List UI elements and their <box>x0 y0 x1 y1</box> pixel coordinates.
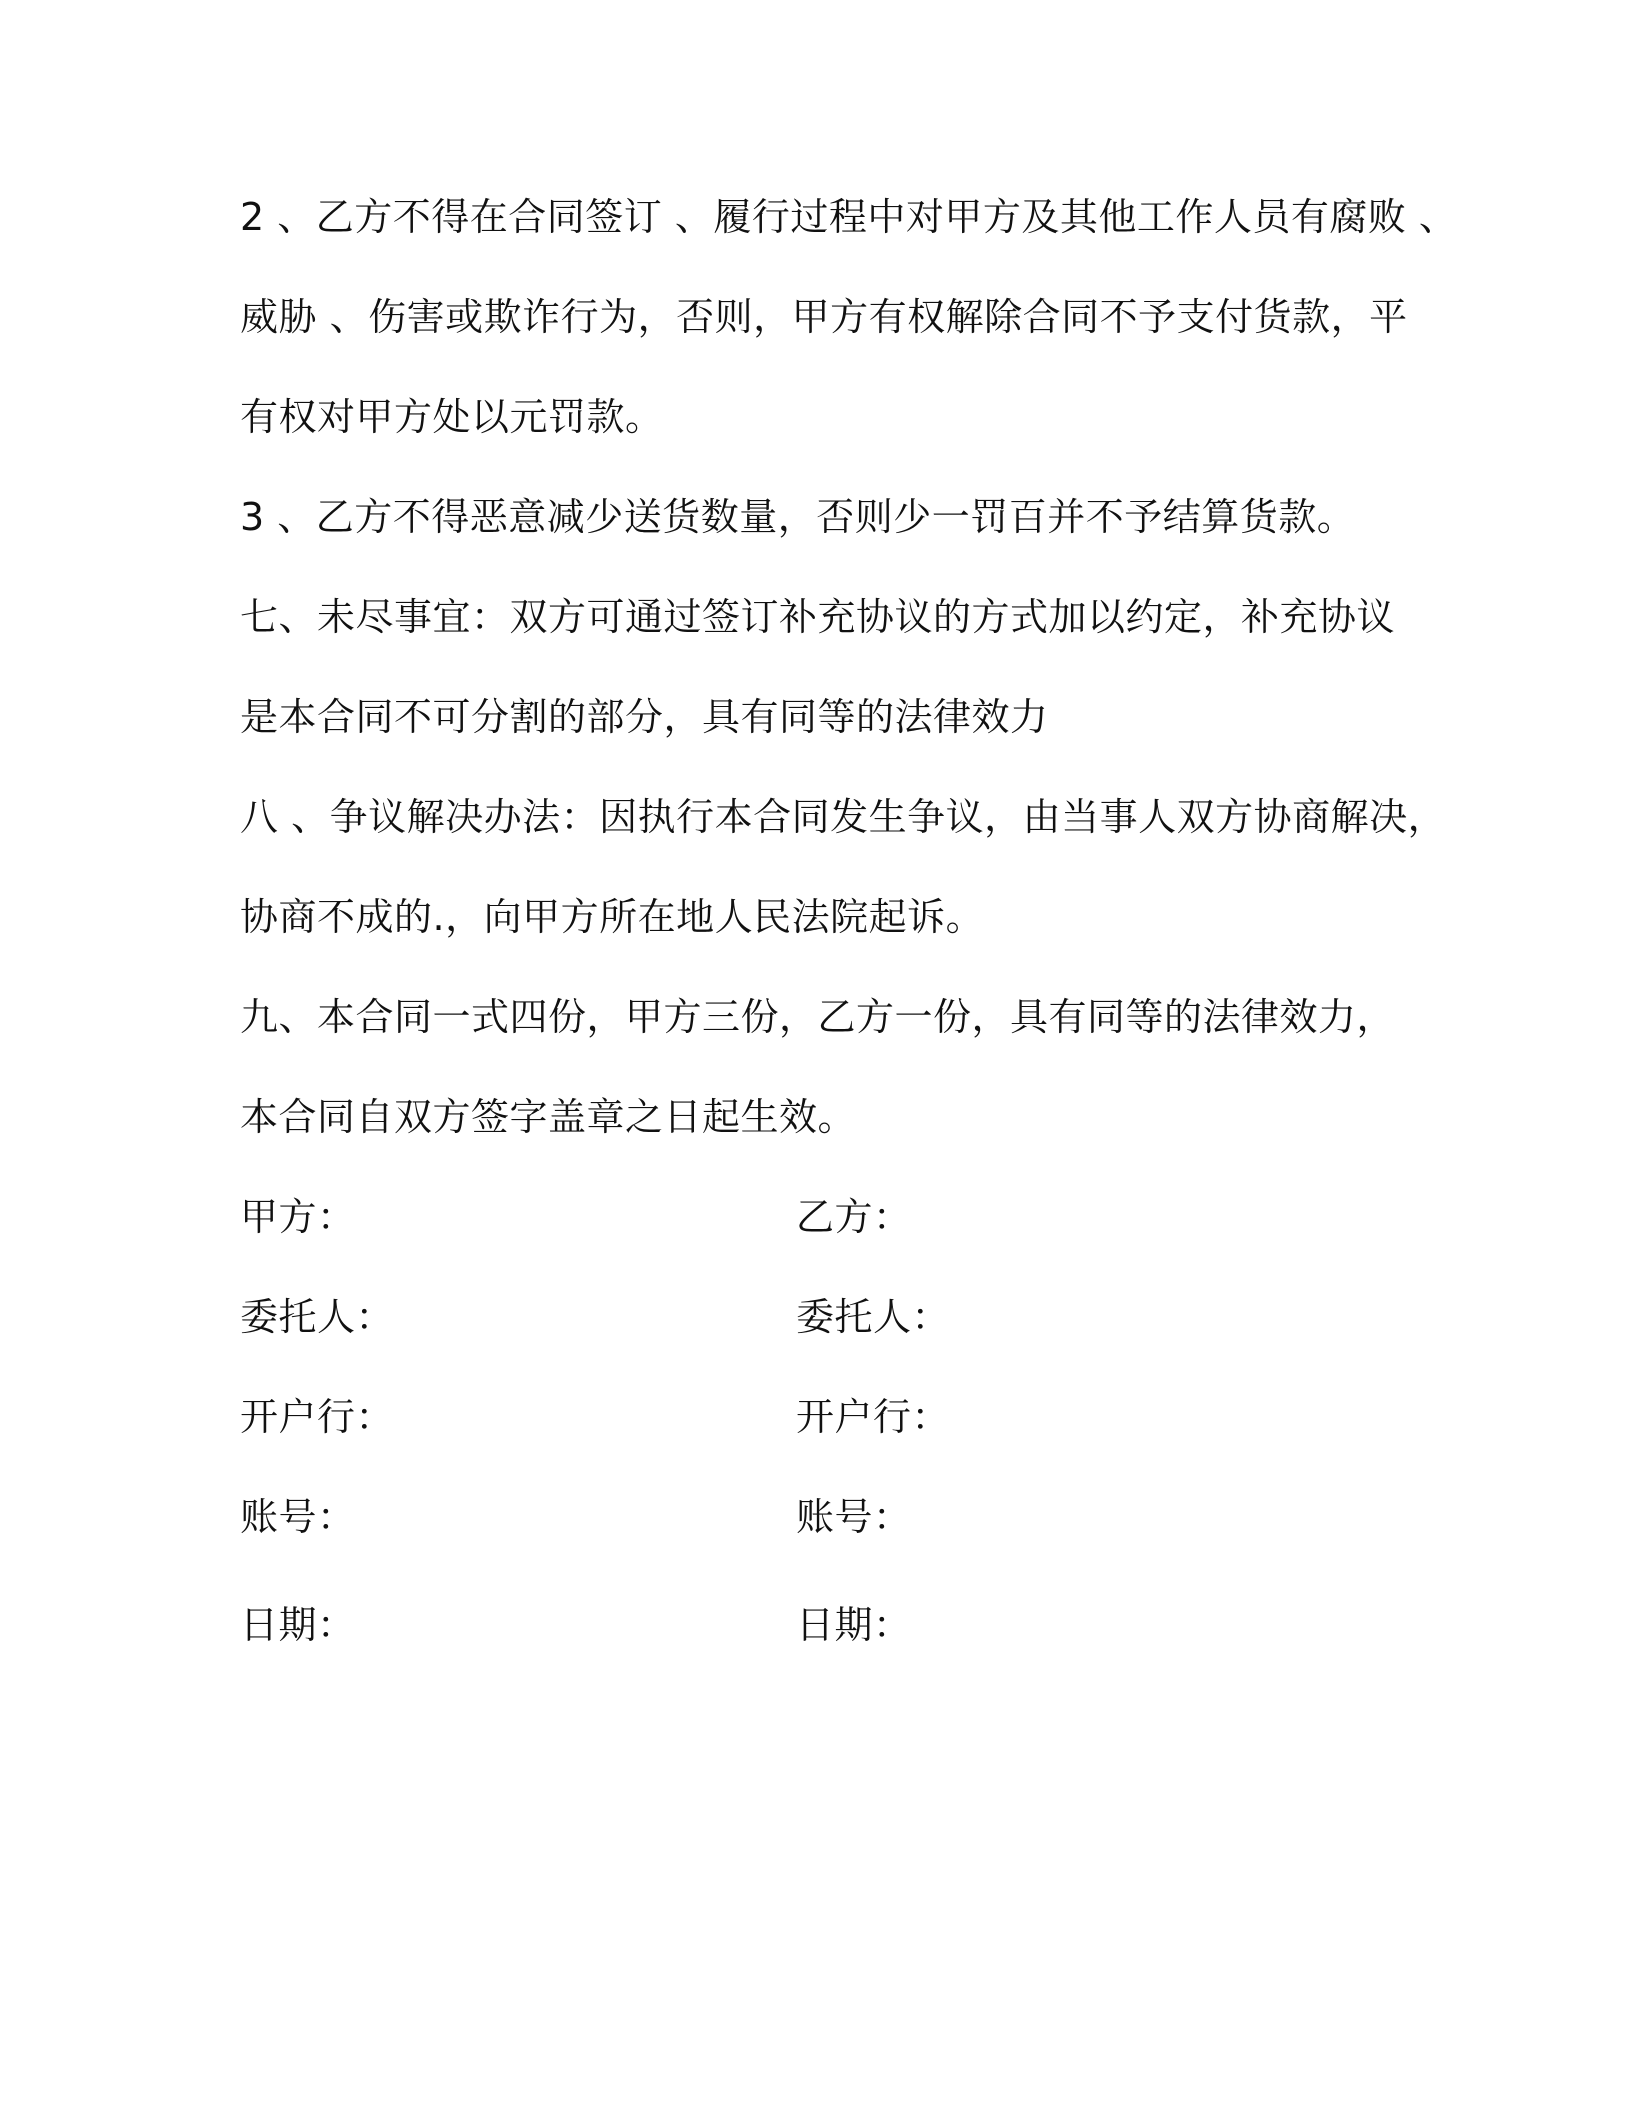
clause-3-line-1: 3 、乙方不得恶意减少送货数量，否则少一罚百并不予结算货款。 <box>240 495 1356 539</box>
clause-8-line-1: 八 、争议解决办法：因执行本合同发生争议，由当事人双方协商解决， <box>240 795 1447 839</box>
clause-8-line-2: 协商不成的.，向甲方所在地人民法院起诉。 <box>240 895 985 939</box>
party-b-account-label: 账号： <box>796 1495 912 1539</box>
party-b-date-label: 日期： <box>796 1603 912 1647</box>
party-b-agent-label: 委托人： <box>796 1295 951 1339</box>
clause-9-line-2: 本合同自双方签字盖章之日起生效。 <box>240 1095 857 1139</box>
party-b-bank-label: 开户行： <box>796 1395 951 1439</box>
clause-2-line-1: 2 、乙方不得在合同签订 、履行过程中对甲方及其他工作人员有腐败 、 <box>240 195 1458 239</box>
party-a-account-label: 账号： <box>240 1495 356 1539</box>
party-a-date-label: 日期： <box>240 1603 356 1647</box>
clause-2-line-3: 有权对甲方处以元罚款。 <box>240 395 664 439</box>
party-a-bank-label: 开户行： <box>240 1395 395 1439</box>
clause-7-line-1: 七、未尽事宜：双方可通过签订补充协议的方式加以约定，补充协议 <box>240 595 1396 639</box>
party-a-label: 甲方： <box>240 1195 356 1239</box>
party-b-label: 乙方： <box>796 1195 912 1239</box>
clause-9-line-1: 九、本合同一式四份，甲方三份，乙方一份，具有同等的法律效力， <box>240 995 1396 1039</box>
clause-7-line-2: 是本合同不可分割的部分，具有同等的法律效力 <box>240 695 1049 739</box>
clause-2-line-2: 威胁 、伤害或欺诈行为，否则，甲方有权解除合同不予支付货款，平 <box>240 295 1408 339</box>
party-a-agent-label: 委托人： <box>240 1295 395 1339</box>
